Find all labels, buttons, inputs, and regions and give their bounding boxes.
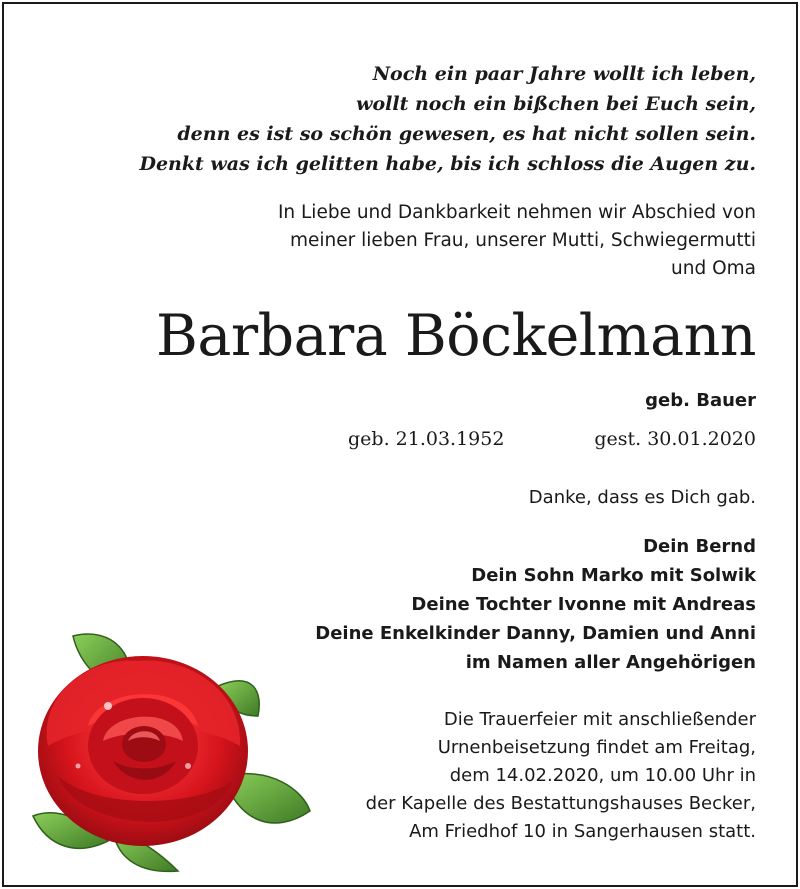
funeral-line: Die Trauerfeier mit anschließender	[443, 709, 756, 730]
death-date: gest. 30.01.2020	[594, 428, 756, 450]
family-line: im Namen aller Angehörigen	[465, 652, 756, 673]
intro-line: In Liebe und Dankbarkeit nehmen wir Abschied von	[277, 202, 756, 223]
rose-icon	[18, 616, 318, 878]
thanks-line: Danke, dass es Dich gab.	[528, 487, 756, 508]
funeral-line: dem 14.02.2020, um 10.00 Uhr in	[449, 765, 756, 786]
poem-line: Noch ein paar Jahre wollt ich leben,	[372, 63, 756, 85]
obituary-notice	[2, 2, 798, 887]
poem-line: wollt noch ein bißchen bei Euch sein,	[356, 93, 756, 115]
family-line: Dein Sohn Marko mit Solwik	[471, 565, 756, 586]
funeral-line: Am Friedhof 10 in Sangerhausen statt.	[409, 821, 756, 842]
intro-line: und Oma	[671, 258, 756, 279]
family-line: Dein Bernd	[643, 536, 756, 557]
funeral-details	[286, 706, 756, 846]
maiden-name: geb. Bauer	[645, 390, 756, 411]
funeral-line: der Kapelle des Bestattungshauses Becker,	[365, 793, 756, 814]
poem-line: denn es ist so schön gewesen, es hat nicht sollen sein.	[177, 123, 756, 145]
family-line: Deine Tochter Ivonne mit Andreas	[411, 594, 756, 615]
farewell-intro	[106, 199, 756, 283]
poem	[56, 59, 756, 179]
poem-line: Denkt was ich gelitten habe, bis ich schloss die Augen zu.	[139, 153, 756, 175]
family-line: Deine Enkelkinder Danny, Damien und Anni	[315, 623, 756, 644]
deceased-name: Barbara Böckelmann	[155, 303, 756, 369]
intro-line: meiner lieben Frau, unserer Mutti, Schwiegermutti	[290, 230, 756, 251]
funeral-line: Urnenbeisetzung findet am Freitag,	[437, 737, 756, 758]
birth-date: geb. 21.03.1952	[348, 428, 505, 450]
